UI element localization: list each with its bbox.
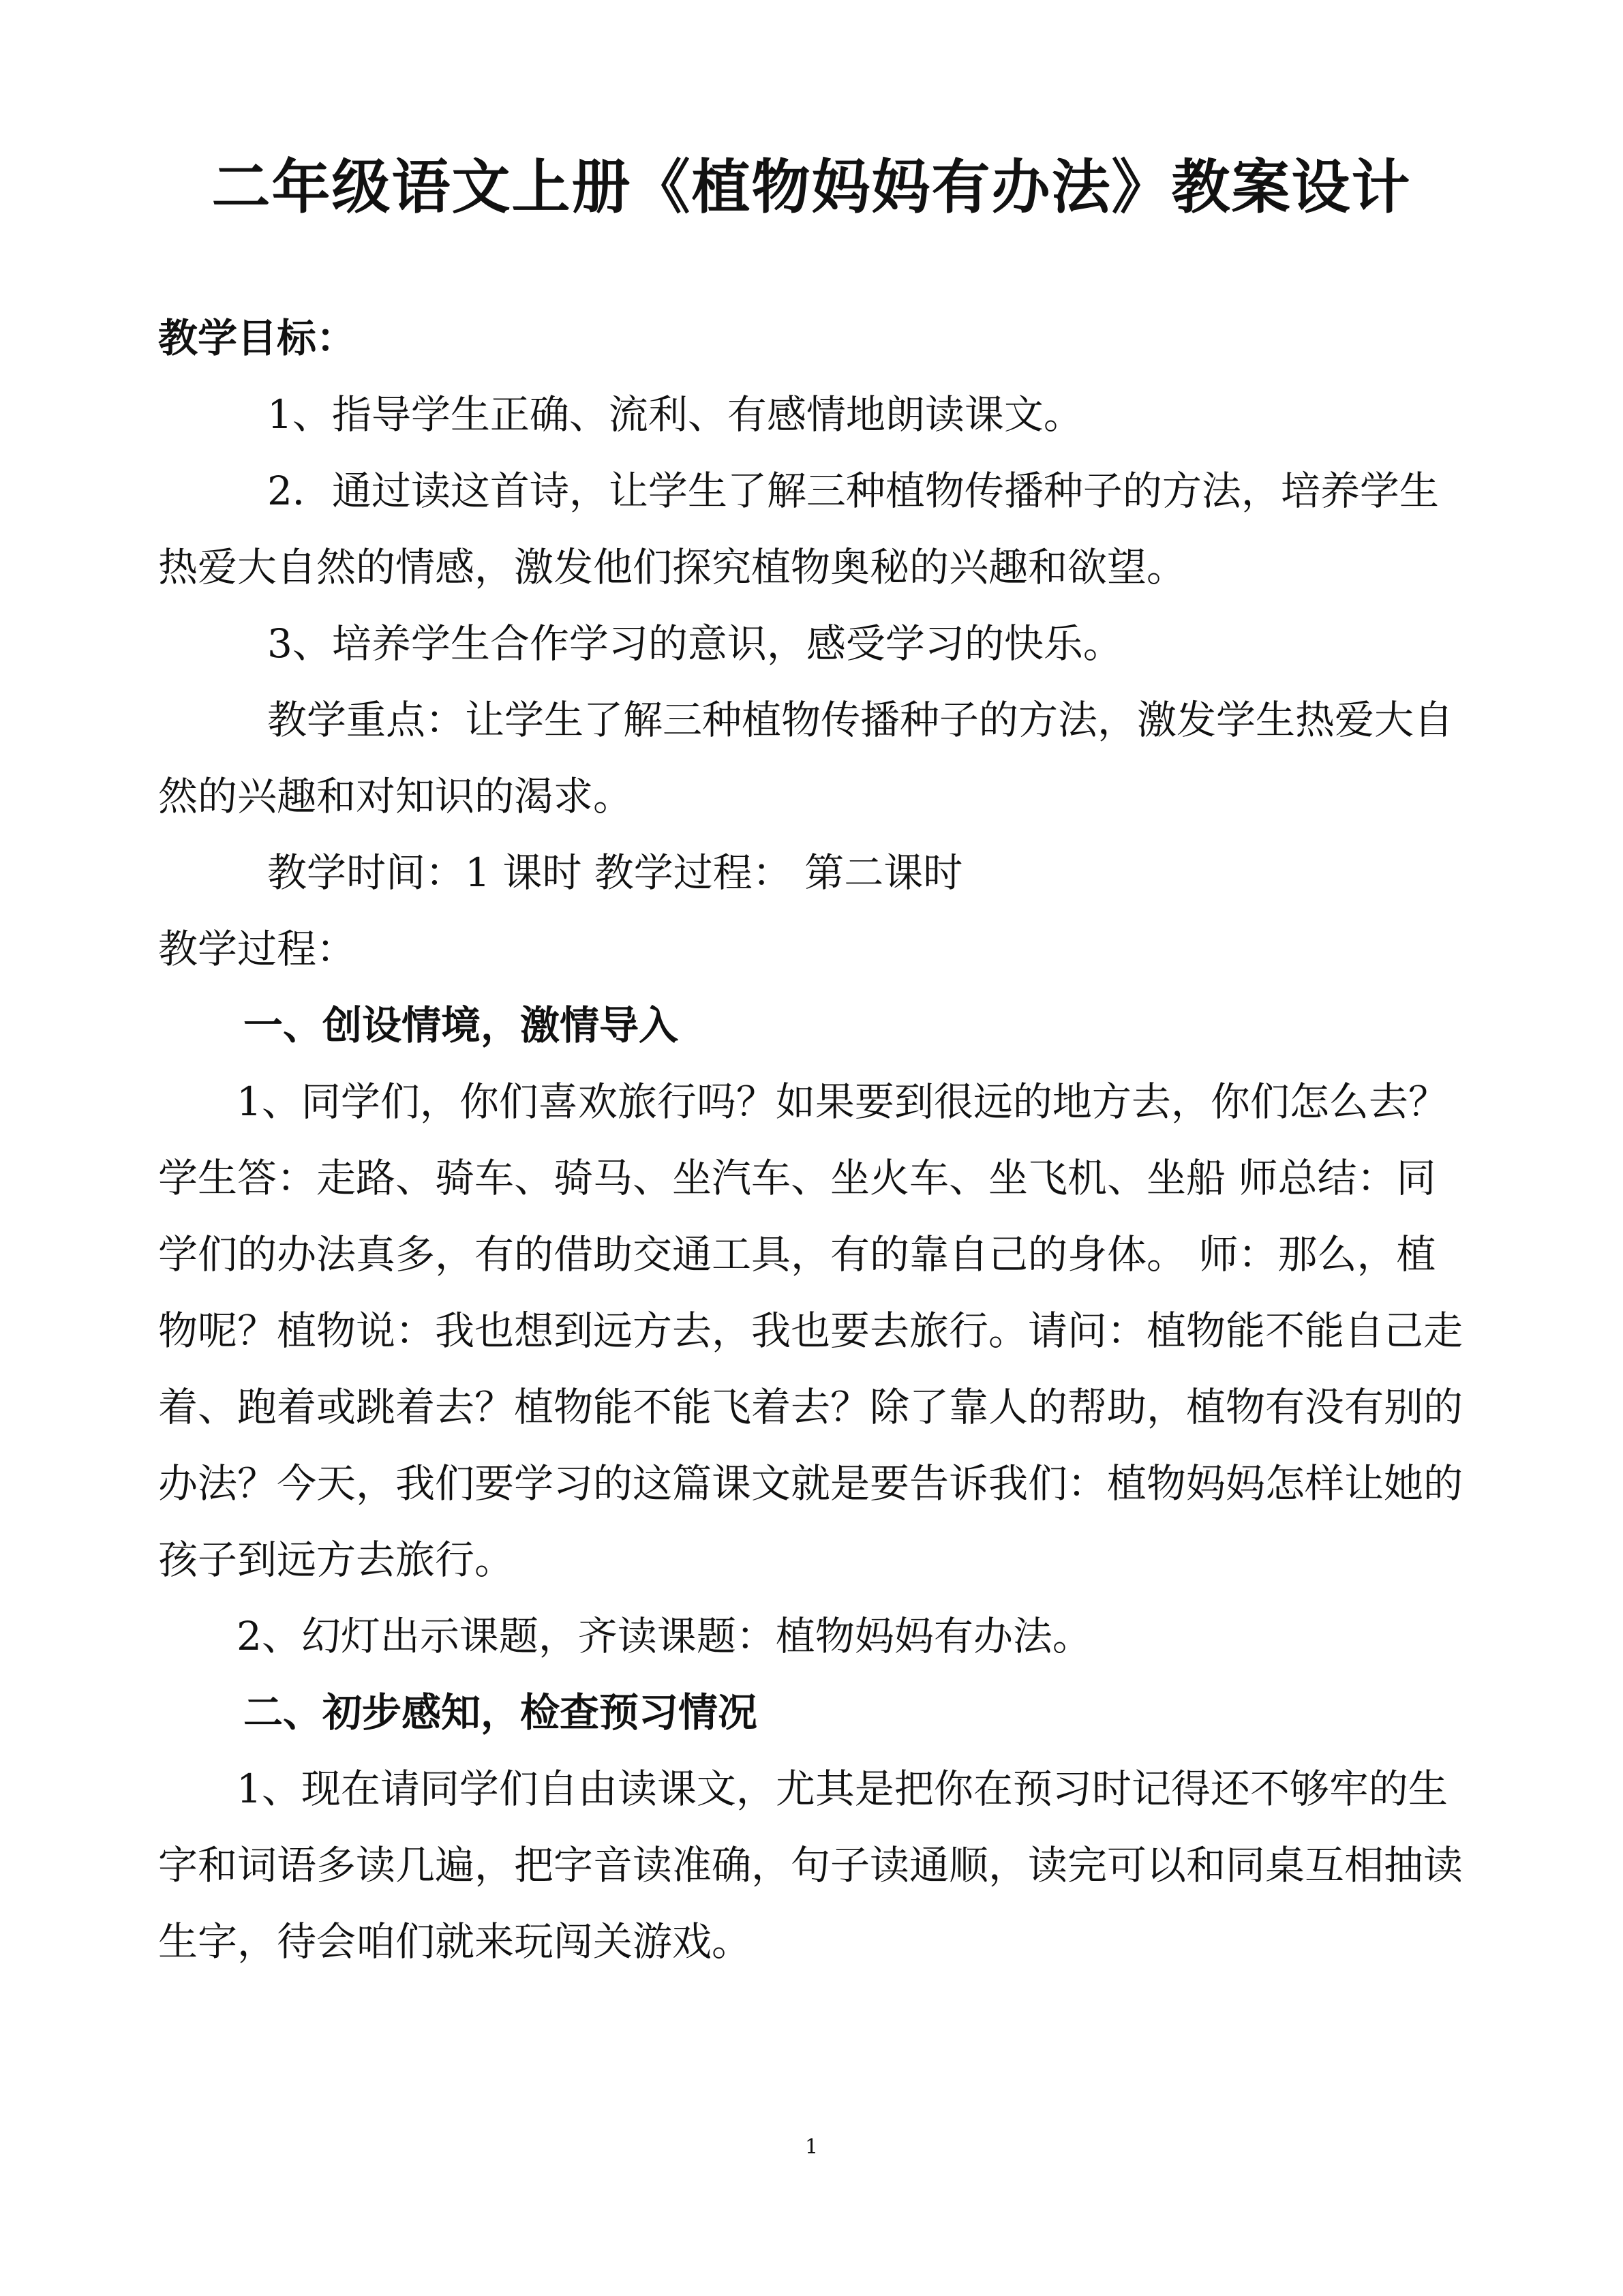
document-title: 二年级语文上册《植物妈妈有办法》教案设计 [211,153,1412,222]
section-2-paragraph-1: 1、现在请同学们自由读课文，尤其是把你在预习时记得还不够牢的生字和词语多读几遍，把字音读准确，句子读通顺，读完可以和同桌互相抽读生字，待会咱们就来玩闯关游戏。 [158,1766,1463,1965]
objective-2: 2．通过读这首诗，让学生了解三种植物传播种子的方法，培养学生热爱大自然的情感，激发他们探究植物奥秘的兴趣和欲望。 [158,468,1439,590]
section-1-heading: 一、创设情境，激情导入 [243,1002,679,1048]
objective-3: 3、培养学生合作学习的意识，感受学习的快乐。 [267,620,1123,667]
time-line: 教学时间：1 课时 教学过程： 第二课时 [267,849,963,896]
key-points: 教学重点：让学生了解三种植物传播种子的方法，激发学生热爱大自然的兴趣和对知识的渴求。 [158,697,1454,819]
page-number: 1 [804,2135,819,2159]
section-1-paragraph-2: 2、幻灯出示课题，齐读课题：植物妈妈有办法。 [237,1613,1092,1659]
section-2-heading: 二、初步感知，检查预习情况 [243,1689,758,1736]
document-body [158,300,1467,1980]
objectives-heading: 教学目标： [158,315,357,361]
process-heading: 教学过程： [158,926,357,972]
objective-1: 1、指导学生正确、流利、有感情地朗读课文。 [267,391,1083,438]
section-1-paragraph-1: 1、同学们，你们喜欢旅行吗？如果要到很远的地方去，你们怎么去？ 学生答：走路、骑车、骑马、坐汽车、坐火车、坐飞机、坐船 师总结：同学们的办法真多，有的借助交通工具，有的靠自己的身体。 师：那么，植物呢？植物说：我也想到远方去，我也要去旅行。请问：植物能不能自己走着、跑着或跳着去？植物能不能飞着去？除了靠人的帮助，植物有没有别的办法？今天，我们要学习的这篇课文就是要告诉我们：植物妈妈怎样让她的孩子到远方去旅行。 [158,1078,1463,1583]
